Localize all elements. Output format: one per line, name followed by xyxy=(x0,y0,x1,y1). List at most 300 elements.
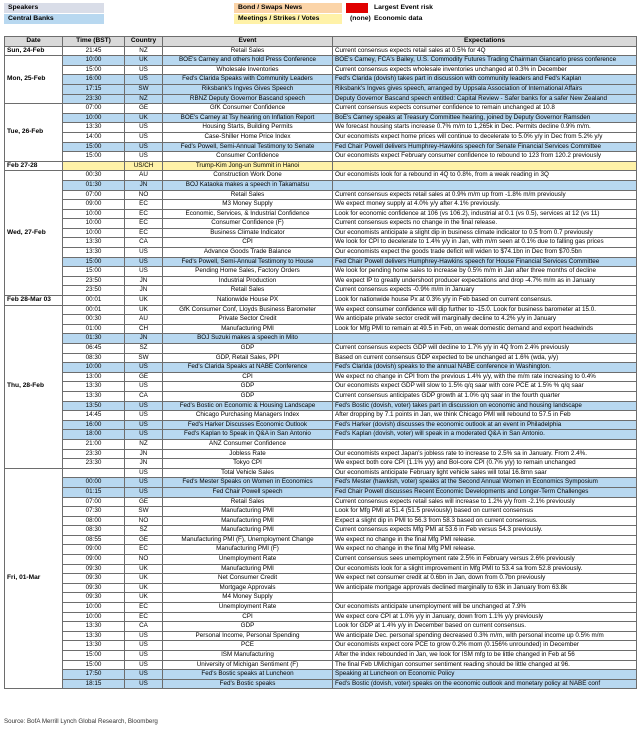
event-name: Retail Sales xyxy=(163,190,333,200)
event-time: 10:00 xyxy=(63,228,125,238)
table-row xyxy=(5,583,637,593)
table-row xyxy=(5,439,637,449)
table-row xyxy=(5,305,637,315)
event-name: Mortgage Approvals xyxy=(163,583,333,593)
event-expectation: After dropping by 7.1 points in Jan, we think Chicago PMI will rebound to 57.5 in Feb xyxy=(333,411,637,421)
event-country: US xyxy=(125,257,163,267)
table-row xyxy=(5,286,637,296)
event-expectation: Our economists expect Japan's jobless rate to increase to 2.5% sa in January. From 2.4%. xyxy=(333,449,637,459)
event-country: EC xyxy=(125,200,163,210)
event-time: 21:00 xyxy=(63,439,125,449)
event-expectation: We expect core CPI at 1.0% y/y in January, down from 1.1% y/y previously xyxy=(333,612,637,622)
event-time: 10:00 xyxy=(63,219,125,229)
event-expectation: BoE's Carney speaks at Treasury Committee hearing, joined by Deputy Governor Ramsden xyxy=(333,113,637,123)
event-country: US xyxy=(125,401,163,411)
event-expectation: Fed's Bostic (dovish, voter) speaks on the economic outlook and monetary policy at NABE conf xyxy=(333,679,637,689)
event-country: JN xyxy=(125,449,163,459)
header-expectations: Expectations xyxy=(333,37,637,47)
event-time: 15:00 xyxy=(63,257,125,267)
table-row xyxy=(5,631,637,641)
table-row xyxy=(5,449,637,459)
event-country: US xyxy=(125,641,163,651)
event-country: JN xyxy=(125,334,163,344)
legend-none: (none) xyxy=(350,15,371,22)
table-row xyxy=(5,622,637,632)
event-time: 18:00 xyxy=(63,430,125,440)
event-expectation: Fed Chair Powell discusses Recent Economic Developments and Longer-Term Challenges xyxy=(333,487,637,497)
event-time: 15:00 xyxy=(63,267,125,277)
event-time: 13:30 xyxy=(63,238,125,248)
event-name: Manufacturing PMI (F) xyxy=(163,545,333,555)
table-row xyxy=(5,651,637,661)
event-country: JN xyxy=(125,180,163,190)
event-time: 10:00 xyxy=(63,603,125,613)
event-country: US xyxy=(125,132,163,142)
event-expectation: Look for nationwide house Px at 0.3% y/y in Feb based on current consensus. xyxy=(333,296,637,306)
table-row xyxy=(5,679,637,689)
event-expectation: Fed's Mester (hawkish, voter) speaks at the Second Annual Women in Economics Symposium xyxy=(333,478,637,488)
event-time: 07:30 xyxy=(63,507,125,517)
event-time: 00:01 xyxy=(63,296,125,306)
table-row xyxy=(5,593,637,603)
event-country: GE xyxy=(125,497,163,507)
table-row xyxy=(5,84,637,94)
event-name: PCE xyxy=(163,641,333,651)
event-country: US xyxy=(125,478,163,488)
event-name: Consumer Confidence (F) xyxy=(163,219,333,229)
event-time xyxy=(63,161,125,171)
event-expectation: We anticipate mortgage approvals declined marginally to 63k in January from 63.8k xyxy=(333,583,637,593)
event-country: NO xyxy=(125,555,163,565)
event-country: US xyxy=(125,631,163,641)
event-expectation: We expect no change in CPI from the previous 1.4% y/y, with the m/m rate increasing to 0.4% xyxy=(333,372,637,382)
event-expectation: We anticipate Dec. personal spending decreased 0.3% m/m, with personal income up 0.5% m/m xyxy=(333,631,637,641)
event-expectation: Our economists anticipate a slight dip in business climate indicator to 0.5 from 0.7 previously xyxy=(333,228,637,238)
event-time: 06:45 xyxy=(63,344,125,354)
event-time: 00:00 xyxy=(63,478,125,488)
table-row xyxy=(5,420,637,430)
event-time: 10:00 xyxy=(63,113,125,123)
table-row xyxy=(5,382,637,392)
event-name: Total Vehicle Sales xyxy=(163,468,333,478)
table-row xyxy=(5,545,637,555)
table-row xyxy=(5,248,637,258)
event-country: SZ xyxy=(125,526,163,536)
table-row xyxy=(5,344,637,354)
event-expectation xyxy=(333,334,637,344)
table-row xyxy=(5,171,637,181)
legend-economic-data: Economic data xyxy=(374,15,423,22)
legend-meetings: Meetings / Strikes / Votes xyxy=(234,14,342,24)
event-expectation xyxy=(333,593,637,603)
event-time: 08:30 xyxy=(63,353,125,363)
event-time: 13:30 xyxy=(63,248,125,258)
table-row xyxy=(5,46,637,56)
event-expectation: Fed's Harker (dovish) discusses the economic outlook at an event in Philadelphia xyxy=(333,420,637,430)
event-expectation: We expect no change in the final Mfg PMI release. xyxy=(333,535,637,545)
table-row xyxy=(5,219,637,229)
event-time: 07:00 xyxy=(63,190,125,200)
event-expectation: We anticipate private sector credit will marginally decline to 4.2% y/y in January xyxy=(333,315,637,325)
event-country: GE xyxy=(125,535,163,545)
table-row xyxy=(5,430,637,440)
event-name: Manufacturing PMI xyxy=(163,526,333,536)
table-row xyxy=(5,209,637,219)
event-country: JN xyxy=(125,276,163,286)
event-country: US xyxy=(125,75,163,85)
event-name: BOE's Carney and others hold Press Conference xyxy=(163,56,333,66)
table-row xyxy=(5,555,637,565)
event-name: M3 Money Supply xyxy=(163,200,333,210)
event-time: 01:30 xyxy=(63,334,125,344)
event-name: Construction Work Done xyxy=(163,171,333,181)
event-time: 09:00 xyxy=(63,545,125,555)
event-country: NO xyxy=(125,516,163,526)
header-event: Event xyxy=(163,37,333,47)
event-expectation: Current consensus sees unemployment rate 2.5% in February versus 2.6% previously xyxy=(333,555,637,565)
table-row xyxy=(5,487,637,497)
event-expectation: Current consensus expects -0.9% m/m in January xyxy=(333,286,637,296)
event-country: AU xyxy=(125,315,163,325)
table-row xyxy=(5,401,637,411)
event-name: Riksbank's Ingves Gives Speech xyxy=(163,84,333,94)
event-name: Fed Chair Powell speech xyxy=(163,487,333,497)
event-expectation: Our economists look for a rebound in 4Q to 0.8%, from a weak reading in 3Q xyxy=(333,171,637,181)
event-name: GDP xyxy=(163,391,333,401)
event-time: 00:30 xyxy=(63,315,125,325)
day-label: Fri, 01-Mar xyxy=(5,468,63,689)
event-name: GDP xyxy=(163,622,333,632)
table-row xyxy=(5,603,637,613)
event-expectation: Fed's Clarida (dovish) takes part in discussion with community leaders and Fed's Kaplan xyxy=(333,75,637,85)
event-country: GE xyxy=(125,104,163,114)
event-country: EC xyxy=(125,545,163,555)
event-expectation: Look for Mfg PMI to remain at 49.5 in Feb, on weak domestic demand and export headwinds xyxy=(333,324,637,334)
event-name: CPI xyxy=(163,612,333,622)
event-country: AU xyxy=(125,171,163,181)
event-country: SW xyxy=(125,353,163,363)
event-country: EC xyxy=(125,219,163,229)
event-country: US xyxy=(125,660,163,670)
event-country: US xyxy=(125,468,163,478)
event-time: 15:00 xyxy=(63,142,125,152)
event-country: UK xyxy=(125,564,163,574)
event-name: Nationwide House PX xyxy=(163,296,333,306)
event-expectation xyxy=(333,180,637,190)
day-label: Thu, 28-Feb xyxy=(5,305,63,468)
event-expectation: Fed's Kaplan (dovish, voter) will speak in a moderated Q&A in San Antonio. xyxy=(333,430,637,440)
event-expectation: Our economists expect the goods trade deficit will widen to $74.1bn in Dec from $70.5bn xyxy=(333,248,637,258)
table-row xyxy=(5,468,637,478)
event-name: GDP, Retail Sales, PPI xyxy=(163,353,333,363)
day-label: Tue, 26-Feb xyxy=(5,104,63,162)
table-row xyxy=(5,670,637,680)
event-expectation: Our economists anticipate February light vehicle sales will total 16.8mn saar xyxy=(333,468,637,478)
event-time: 08:30 xyxy=(63,526,125,536)
event-name: GDP xyxy=(163,344,333,354)
event-name: Fed's Bostic speaks xyxy=(163,679,333,689)
table-row xyxy=(5,641,637,651)
header-date: Date xyxy=(5,37,63,47)
event-expectation: Look for Mfg PMI at 51.4 (51.5 previously) based on current consensus xyxy=(333,507,637,517)
event-expectation: Our economists expect GDP will slow to 1.5% q/q saar with core PCE at 1.5% % q/q saar xyxy=(333,382,637,392)
event-name: CPI xyxy=(163,372,333,382)
event-name: Manufacturing PMI (F), Unemployment Change xyxy=(163,535,333,545)
event-expectation: Current consensus expects consumer confidence to remain unchanged at 10.8 xyxy=(333,104,637,114)
table-row xyxy=(5,526,637,536)
table-row xyxy=(5,267,637,277)
table-row xyxy=(5,535,637,545)
event-expectation: Look for GDP at 1.4% y/y in December based on current consensus. xyxy=(333,622,637,632)
event-name: Fed's Harker Discusses Economic Outlook xyxy=(163,420,333,430)
event-name: University of Michigan Sentiment (F) xyxy=(163,660,333,670)
event-name: Economic, Services, & Industrial Confidence xyxy=(163,209,333,219)
event-country: GE xyxy=(125,372,163,382)
event-time: 01:15 xyxy=(63,487,125,497)
event-name: BOE's Carney at Tsy hearing on Inflation Report xyxy=(163,113,333,123)
table-row xyxy=(5,257,637,267)
event-name: Industrial Production xyxy=(163,276,333,286)
event-name: Chicago Purchasing Managers Index xyxy=(163,411,333,421)
event-country: US xyxy=(125,142,163,152)
event-name: Fed's Mester Speaks on Women in Economics xyxy=(163,478,333,488)
event-expectation: Our economists expect February consumer confidence to rebound to 123 from 120.2 previously xyxy=(333,152,637,162)
event-time: 23:30 xyxy=(63,449,125,459)
table-row xyxy=(5,574,637,584)
header-time: Time (BST) xyxy=(63,37,125,47)
event-name: Tokyo CPI xyxy=(163,459,333,469)
table-row xyxy=(5,104,637,114)
event-country: EC xyxy=(125,209,163,219)
event-name: Retail Sales xyxy=(163,46,333,56)
event-name: Advance Goods Trade Balance xyxy=(163,248,333,258)
event-country: US xyxy=(125,670,163,680)
table-row xyxy=(5,56,637,66)
event-expectation: Fed Chair Powell delivers Humphrey-Hawkins speech for House Financial Services Committee xyxy=(333,257,637,267)
table-row xyxy=(5,516,637,526)
event-expectation: We expect IP to greatly undershoot producer expectations and drop -4.7% m/m as in January xyxy=(333,276,637,286)
event-time: 23:30 xyxy=(63,94,125,104)
event-expectation: Fed's Bostic (dovish, voter) takes part in discussion on economic and housing landscape xyxy=(333,401,637,411)
table-row xyxy=(5,200,637,210)
table-row xyxy=(5,276,637,286)
event-name: Retail Sales xyxy=(163,497,333,507)
event-country: US xyxy=(125,267,163,277)
table-row xyxy=(5,372,637,382)
event-country: US xyxy=(125,248,163,258)
table-row xyxy=(5,411,637,421)
event-country: SW xyxy=(125,84,163,94)
event-time: 17:15 xyxy=(63,84,125,94)
event-expectation: Current consensus expects GDP will decline to 1.7% y/y in 4Q from 2.4% previously xyxy=(333,344,637,354)
event-expectation: We expect both core CPI (1.1% y/y) and Bol-core CPI (0.7% y/y) to remain unchanged xyxy=(333,459,637,469)
event-country: US xyxy=(125,363,163,373)
event-name: Business Climate Indicator xyxy=(163,228,333,238)
event-expectation: Current consensus expects retail sales at 0.5% for 4Q xyxy=(333,46,637,56)
event-time: 10:00 xyxy=(63,363,125,373)
event-time: 01:00 xyxy=(63,324,125,334)
event-calendar-table xyxy=(4,36,637,689)
table-row xyxy=(5,238,637,248)
event-expectation: The final Feb UMichigan consumer sentiment reading should be little changed at 96. xyxy=(333,660,637,670)
event-name: Unemployment Rate xyxy=(163,603,333,613)
table-row xyxy=(5,353,637,363)
table-row xyxy=(5,334,637,344)
legend-largest-event-risk: Largest Event risk xyxy=(374,4,433,11)
event-name: RBNZ Deputy Governor Bascand speech xyxy=(163,94,333,104)
event-country: CA xyxy=(125,238,163,248)
table-row xyxy=(5,123,637,133)
event-time: 10:00 xyxy=(63,209,125,219)
legend-bond-swaps: Bond / Swaps News xyxy=(234,3,342,13)
event-country: JN xyxy=(125,459,163,469)
event-expectation: We expect net consumer credit at 0.6bn in Jan, down from 0.7bn previously xyxy=(333,574,637,584)
event-name: GfK Consumer Conf, Lloyds Business Barometer xyxy=(163,305,333,315)
event-name: BOJ Kataoka makes a speech in Takamatsu xyxy=(163,180,333,190)
event-expectation: Our economists look for a slight improvement in Mfg PMI to 53.4 sa from 52.8 previously. xyxy=(333,564,637,574)
event-expectation: Riksbank's Ingves gives speech, arranged by Uppsala Association of International Affairs xyxy=(333,84,637,94)
event-time: 00:30 xyxy=(63,171,125,181)
header-row xyxy=(5,37,637,47)
event-time: 21:45 xyxy=(63,46,125,56)
event-name: Fed's Clarida Speaks with Community Leaders xyxy=(163,75,333,85)
event-time: 18:15 xyxy=(63,679,125,689)
table-row xyxy=(5,612,637,622)
event-country: US xyxy=(125,123,163,133)
event-country: US xyxy=(125,430,163,440)
event-expectation: BOE's Carney, FCA's Bailey, U.S. Commodity Futures Trading Chairman Giancarlo press conference xyxy=(333,56,637,66)
event-time: 01:30 xyxy=(63,180,125,190)
event-country: EC xyxy=(125,612,163,622)
event-name: Fed's Bostic on Economic & Housing Landscape xyxy=(163,401,333,411)
event-expectation: Our economists expect core PCE to grow 0.2% mom (0.156% unrounded) in December xyxy=(333,641,637,651)
event-expectation: Current consensus expects wholesale inventories unchanged at 0.3% in December xyxy=(333,65,637,75)
event-expectation: Current consensus anticipates GDP growth at 1.0% q/q saar in the fourth quarter xyxy=(333,391,637,401)
event-time: 16:00 xyxy=(63,420,125,430)
event-time: 16:00 xyxy=(63,75,125,85)
event-country: CA xyxy=(125,391,163,401)
event-name: Pending Home Sales, Factory Orders xyxy=(163,267,333,277)
event-name: Consumer Confidence xyxy=(163,152,333,162)
table-row xyxy=(5,113,637,123)
table-row xyxy=(5,142,637,152)
event-country: US/CH xyxy=(125,161,163,171)
event-country: NZ xyxy=(125,439,163,449)
event-country: US xyxy=(125,420,163,430)
event-time: 13:30 xyxy=(63,123,125,133)
table-row xyxy=(5,65,637,75)
event-name: GfK Consumer Confidence xyxy=(163,104,333,114)
event-country: US xyxy=(125,487,163,497)
event-expectation: We look for CPI to decelerate to 1.4% y/y in Jan, with m/m seen at 0.1% due to falling gas prices xyxy=(333,238,637,248)
event-expectation: Our economists expect home prices will continue to decelerate to 5.0% y/y in Dec from 5.2% y/y xyxy=(333,132,637,142)
event-time: 13:00 xyxy=(63,372,125,382)
event-expectation: Our economists anticipate unemployment will be unchanged at 7.9% xyxy=(333,603,637,613)
event-country: US xyxy=(125,65,163,75)
event-time: 13:30 xyxy=(63,382,125,392)
event-country: UK xyxy=(125,113,163,123)
event-time xyxy=(63,468,125,478)
event-time: 17:50 xyxy=(63,670,125,680)
event-name: Fed's Clarida Speaks at NABE Conference xyxy=(163,363,333,373)
event-country: US xyxy=(125,651,163,661)
event-country: UK xyxy=(125,56,163,66)
event-name: Personal Income, Personal Spending xyxy=(163,631,333,641)
event-expectation: Current consensus expects retail sales at 0.9% m/m up from -1.8% m/m previously xyxy=(333,190,637,200)
table-row xyxy=(5,75,637,85)
event-name: Housing Starts, Building Permits xyxy=(163,123,333,133)
event-name: Manufacturing PMI xyxy=(163,324,333,334)
event-country: SW xyxy=(125,507,163,517)
event-country: CH xyxy=(125,324,163,334)
event-name: Private Sector Credit xyxy=(163,315,333,325)
event-name: CPI xyxy=(163,238,333,248)
day-label: Feb 28-Mar 03 xyxy=(5,296,63,306)
table-row xyxy=(5,660,637,670)
event-country: US xyxy=(125,152,163,162)
calendar-table-wrapper xyxy=(4,36,636,689)
event-country: NZ xyxy=(125,94,163,104)
table-row xyxy=(5,478,637,488)
event-name: Case-Shiller Home Price Index xyxy=(163,132,333,142)
event-time: 13:30 xyxy=(63,622,125,632)
event-time: 13:50 xyxy=(63,401,125,411)
event-name: Jobless Rate xyxy=(163,449,333,459)
event-name: GDP xyxy=(163,382,333,392)
event-country: US xyxy=(125,679,163,689)
table-body xyxy=(5,46,637,689)
source-note: Source: BofA Merrill Lynch Global Research, Bloomberg xyxy=(4,718,158,725)
event-name: ISM Manufacturing xyxy=(163,651,333,661)
table-row xyxy=(5,180,637,190)
table-row xyxy=(5,391,637,401)
event-time: 07:00 xyxy=(63,104,125,114)
event-name: Fed's Kaplan to Speak in Q&A in San Antonio xyxy=(163,430,333,440)
table-row xyxy=(5,497,637,507)
event-country: US xyxy=(125,382,163,392)
legend-central-banks: Central Banks xyxy=(4,14,104,24)
event-expectation: Current consensus expects retail sales will increase to 1.2% y/y from -2.1% previously xyxy=(333,497,637,507)
event-time: 09:30 xyxy=(63,583,125,593)
event-time: 15:00 xyxy=(63,660,125,670)
event-time: 09:00 xyxy=(63,555,125,565)
event-time: 15:00 xyxy=(63,651,125,661)
event-name: ANZ Consumer Confidence xyxy=(163,439,333,449)
event-name: Manufacturing PMI xyxy=(163,564,333,574)
table-row xyxy=(5,507,637,517)
header-country: Country xyxy=(125,37,163,47)
event-expectation: Fed Chair Powell delivers Humphrey-Hawkins speech for Senate Financial Services Committee xyxy=(333,142,637,152)
event-expectation xyxy=(333,439,637,449)
event-name: Trump-Kim Jong-un Summit in Hanoi xyxy=(163,161,333,171)
table-row xyxy=(5,161,637,171)
event-time: 08:00 xyxy=(63,516,125,526)
event-country: UK xyxy=(125,583,163,593)
event-expectation xyxy=(333,161,637,171)
event-country: UK xyxy=(125,574,163,584)
table-row xyxy=(5,228,637,238)
legend xyxy=(4,3,524,33)
event-expectation: Current consensus expects Mfg PMI at 53.6 in Feb versus 54.3 previously. xyxy=(333,526,637,536)
event-expectation: Current consensus expects no change in the final release. xyxy=(333,219,637,229)
event-time: 00:01 xyxy=(63,305,125,315)
event-time: 14:00 xyxy=(63,132,125,142)
table-row xyxy=(5,296,637,306)
event-expectation: Look for economic confidence at 106 (vs 106.2), industrial at 0.1 (vs 0.5), services at 12 (vs 11) xyxy=(333,209,637,219)
event-country: UK xyxy=(125,305,163,315)
day-label: Sun, 24-Feb xyxy=(5,46,63,56)
event-expectation: After the index rebounded in Jan, we look for ISM mfg to be little changed in Feb at 56 xyxy=(333,651,637,661)
